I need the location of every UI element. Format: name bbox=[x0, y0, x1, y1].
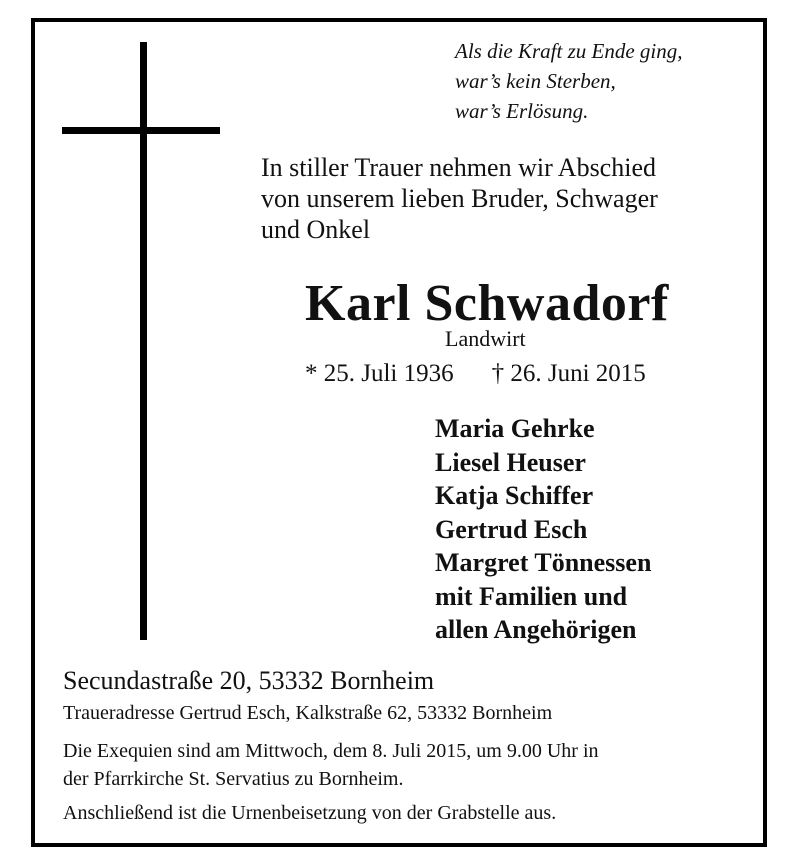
deceased-occupation: Landwirt bbox=[445, 326, 526, 351]
mourner: Katja Schiffer bbox=[435, 481, 594, 510]
cross-icon-bar bbox=[62, 127, 220, 134]
farewell-line: von unserem lieben Bruder, Schwager bbox=[261, 184, 658, 213]
mourner: Gertrud Esch bbox=[435, 514, 588, 544]
mourners-list bbox=[435, 412, 651, 647]
mourner: allen Angehörigen bbox=[435, 615, 637, 644]
service-line: Die Exequien sind am Mittwoch, dem 8. Juli 2015, um 9.00 Uhr in bbox=[63, 740, 599, 762]
mourner: Margret Tönnessen bbox=[435, 548, 652, 577]
mourner: Liesel Heuser bbox=[435, 447, 586, 477]
farewell-line: In stiller Trauer nehmen wir Abschied bbox=[261, 153, 656, 182]
burial-info: Anschließend ist die Urnenbeisetzung von der Grabstelle aus. bbox=[63, 802, 557, 824]
mourner: mit Familien und bbox=[435, 581, 628, 611]
poem-line: war’s Erlösung. bbox=[455, 99, 589, 123]
farewell-text bbox=[261, 152, 751, 245]
poem-line: Als die Kraft zu Ende ging, bbox=[455, 39, 683, 63]
obituary-notice bbox=[31, 18, 767, 847]
family-address: Secundastraße 20, 53332 Bornheim bbox=[63, 666, 435, 695]
service-info bbox=[63, 737, 599, 793]
memorial-poem bbox=[455, 36, 683, 126]
mourning-address: Traueradresse Gertrud Esch, Kalkstraße 62, 53332 Bornheim bbox=[63, 702, 553, 724]
farewell-line: und Onkel bbox=[261, 215, 371, 244]
life-dates bbox=[305, 360, 646, 388]
deceased-name: Karl Schwadorf bbox=[305, 275, 669, 332]
poem-line: war’s kein Sterben, bbox=[455, 69, 616, 93]
birth-date: * 25. Juli 1936 bbox=[305, 360, 454, 387]
mourner: Maria Gehrke bbox=[435, 414, 595, 443]
death-date: † 26. Juni 2015 bbox=[491, 360, 646, 387]
service-line: der Pfarrkirche St. Servatius zu Bornheim. bbox=[63, 768, 404, 790]
